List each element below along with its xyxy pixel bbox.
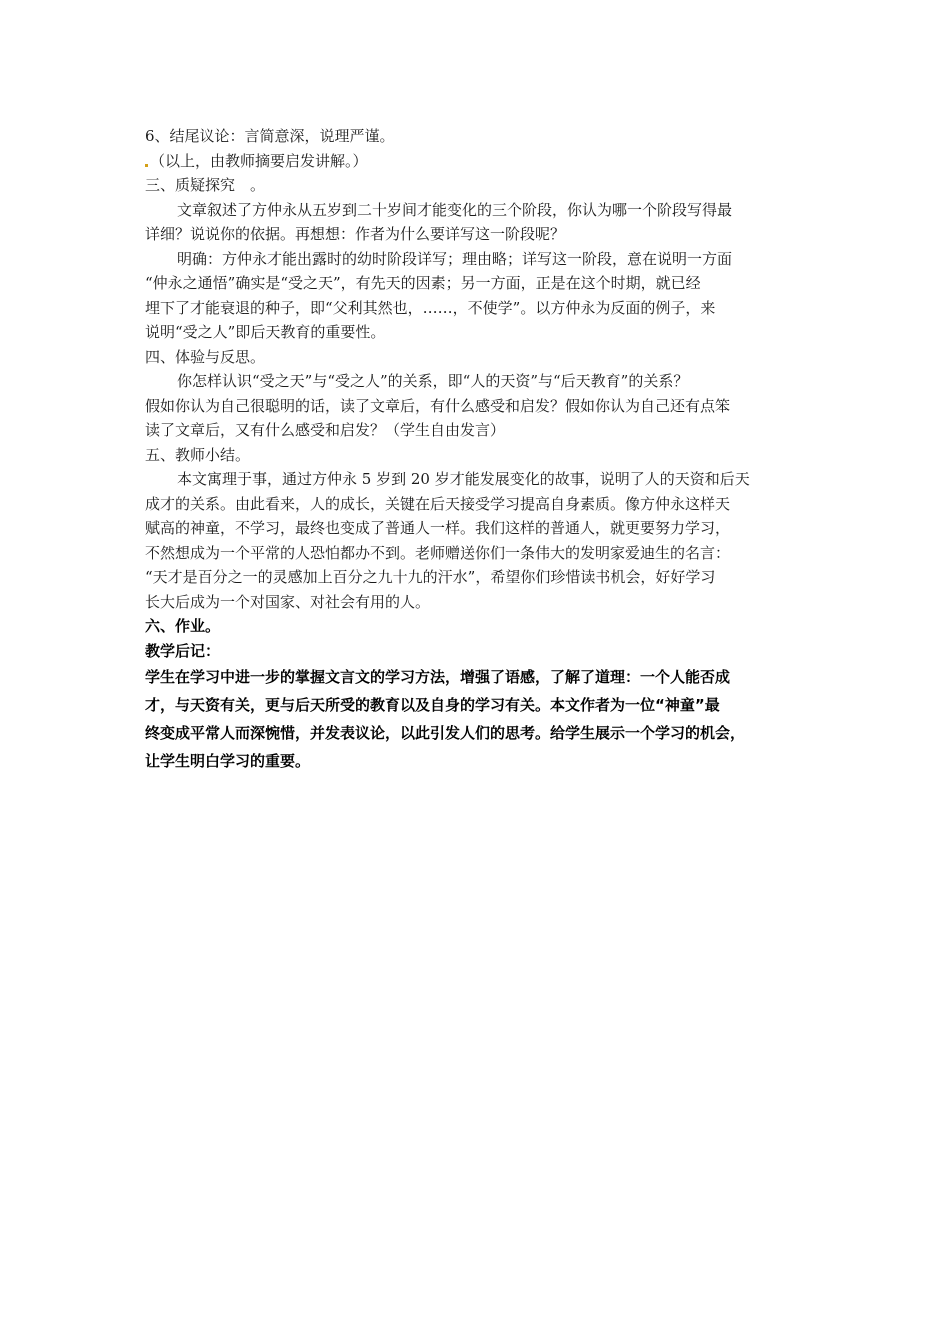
afterword-body-line-3: 终变成平常人而深惋惜，并发表议论，以此引发人们的思考。给学生展示一个学习的机会， — [145, 724, 746, 742]
section-4-heading: 四、体验与反思。 — [145, 347, 266, 366]
section-3-answer-line-2: “仲永之通悟”确实是“受之天”，有先天的因素；另一方面，正是在这个时期，就已经 — [145, 274, 701, 292]
section-5-body-line-3: 赋高的神童，不学习，最终也变成了普通人一样。我们这样的普通人，就更要努力学习， — [145, 519, 731, 537]
afterword-body-line-2: 才，与天资有关，更与后天所受的教育以及自身的学习有关。本文作者为一位“神童”最 — [145, 696, 720, 714]
item-6-text: 6、结尾议论：言简意深，说理严谨。 — [145, 127, 395, 145]
section-3-question-line-1: 文章叙述了方仲永从五岁到二十岁间才能变化的三个阶段，你认为哪一个阶段写得最 — [177, 200, 733, 219]
section-5-body-line-4: 不然想成为一个平常的人恐怕都办不到。老师赠送你们一条伟大的发明家爱迪生的名言： — [145, 543, 731, 562]
section-5-body-line-5: “天才是百分之一的灵感加上百分之九十九的汗水”，希望你们珍惜读书机会，好好学习 — [145, 568, 716, 586]
afterword-body-line-4: 让学生明白学习的重要。 — [145, 752, 311, 770]
section-3-question-line-2: 详细？说说你的依据。再想想：作者为什么要详写这一阶段呢？ — [145, 225, 566, 243]
homework-heading: 六、作业。 — [145, 617, 221, 635]
bullet-marker-icon — [145, 164, 148, 167]
section-4-body-line-1: 你怎样认识“受之天”与“受之人”的关系，即“人的天资”与“后天教育”的关系？ — [177, 372, 689, 390]
section-3-answer-line-3: 埋下了才能衰退的种子，即“父利其然也，……，不使学”。以方仲永为反面的例子，来 — [145, 298, 716, 317]
teacher-note-text: （以上，由教师摘要启发讲解。） — [150, 151, 368, 170]
section-3-heading: 三、质疑探究 。 — [145, 176, 266, 194]
section-3-answer-line-1: 明确：方仲永才能出露时的幼时阶段详写；理由略；详写这一阶段，意在说明一方面 — [177, 249, 733, 268]
section-5-body-line-6: 长大后成为一个对国家、对社会有用的人。 — [145, 592, 431, 611]
section-3-answer-line-4: 说明“受之人”即后天教育的重要性。 — [145, 323, 386, 341]
section-4-body-line-3: 读了文章后，又有什么感受和启发？（学生自由发言） — [145, 421, 506, 439]
section-5-heading: 五、教师小结。 — [145, 445, 251, 464]
section-4-body-line-2: 假如你认为自己很聪明的话，读了文章后，有什么感受和启发？假如你认为自己还有点笨 — [145, 396, 731, 415]
teacher-note-line — [145, 149, 817, 174]
document-page — [145, 124, 817, 775]
section-5-body-line-1: 本文寓理于事，通过方仲永 5 岁到 20 岁才能发展变化的故事，说明了人的天资和后天 — [177, 470, 750, 488]
afterword-body-line-1: 学生在学习中进一步的掌握文言文的学习方法，增强了语感，了解了道理：一个人能否成 — [145, 668, 731, 686]
section-5-body-line-2: 成才的关系。由此看来，人的成长，关键在后天接受学习提高自身素质。像方仲永这样天 — [145, 494, 731, 513]
afterword-heading: 教学后记： — [145, 641, 221, 660]
